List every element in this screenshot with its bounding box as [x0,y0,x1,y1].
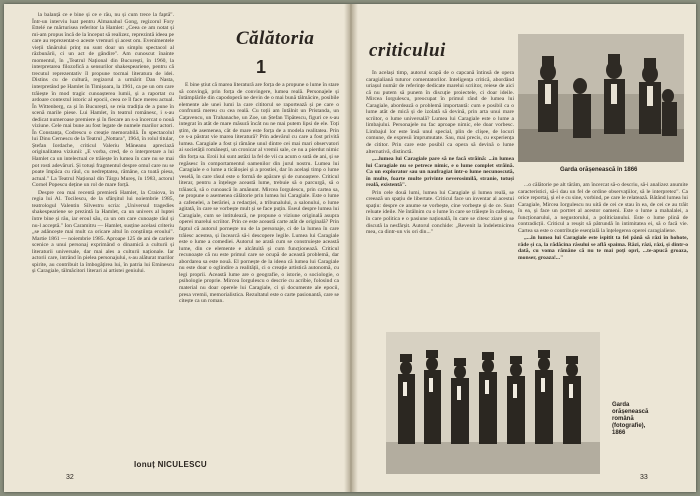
right-quote-2: „...în lumea lui Caragiale este ispitit ta fel până să râzi în hohote, râde și ca, la rădăcina râsului se află spaima. Râzi, râzi, râzi, și dintr-o dată, cu voma rămâne că nu te mai poți opri, ...te-apucă groaza, monser, groaza!..." [518,235,688,262]
caption-line-5: 1866 [612,430,626,436]
group-photo-illustration [386,332,600,474]
right-page-number: 33 [640,474,648,481]
right-column-1 [366,70,514,328]
chapter-number: 1 [256,57,267,77]
photo-top-caption: Garda orășenească în 1866 [560,167,638,173]
right-column-2 [518,182,688,286]
photo-city-guard-1866 [518,34,684,162]
caption-line-2: orășenească [612,409,649,415]
right-quote-1: „...lumea lui Caragiale pare să ne facă străină: ...în lumea lui Caragiale nu se petrece nimic, e o lume complet străină. Ca un explorator sau un naufragiat intr-o lume necunoscută, în multe, foarte multe privinte neverosimilă, stranie, totuși reală, existentă". [366,156,514,189]
book-spread [4,4,696,492]
article-title-part1: Călătoria [236,28,315,49]
left-column-2 [179,82,339,464]
article-title-part2: criticului [369,40,446,61]
right-col1-text: În același timp, autorul scapă de o capcană întinsă de opera caragialiană tuturor comentatorilor. Inteligența critică, abordând uriașul număr de referințe dedicate marelui scriitor, reiese de aici că nu putem să punem în discuție proiectele, ci doar ideile. Mircea Iorgulescu, preocupat în primul rând de lumea lui Caragiale, abordează o problemă importantă: cum e posibil ca o lume atât de mică și de izolată să devină, prin arta unui mare scriitor, o lume universală? Lumea lui Caragiale este o lume a limbajului. Personajele nu fac aproape nimic, ele doar vorbesc. Limbajul lor este însă unul special, plin de clișee, de locuri comune, de expresii împrumutate. Sau, mai precis, cu experiența de cititor. Prin care este posibil ca opera să devină o lume alternativă, distinctă. [366,70,514,155]
caption-line-3: română [612,416,634,422]
right-col1b-text: Prin cele două lumi, lumea lui Caragiale și lumea reală, se creează un spațiu de libertate. Criticul face un inventar al acestui spațiu: despre ce anume se vorbește, cine vorbește și de ce. Sunt reluate ideile. Ne întâlnim cu o lume în care se trăiește în cafenea, în care politica e o pasiune națională, în care se citesc ziare și se discută la nesfârșit. Autorul conchide: „Revenit la îndeletnicirea mea, ca dintr-un vis ori din..." [366,189,514,236]
photo-bottom-caption [612,402,682,437]
left-col1b-text: Despre cea mai recentă premieră Hamlet, la Craiova, în regia lui Al. Tocilescu, de la sfârșitul lui noiembrie 1985, teatrologul Valentin Silvestru scria: „Universul tragedies shakespeariene se prezintă la Hamlet, ca un univers al luptei între bine și rău, iar eroul său, ca un om care cunoaște răul și nu-l acceptă." Ion Caramitru — Hamlet, susține acelasi criteriu „se adâncește mai mult ca oricare altul în conștiința eroului". Martie 1861 — noiembrie 1985. Aproape 125 de ani de cariere scenice a unui personaj exprimând o dinamică a culturii și literaturii universale, dar mai ales a culturii naționale. Iar actorii care, intrând în pielea personajului, s-au alăturat marilor spirite, au contribuit la îmbogățirea lui, în patria lui Eminescu și Caragiale, tălmăcitori literari ai artistei geniului. [32,189,174,275]
photo-illustration [518,34,684,162]
article-author: Ionuț NICULESCU [134,460,207,469]
book-gutter [344,4,358,492]
left-col2-text: E bine știut că marea literatură are forța de a propune o lume în stare să convingă, prin forța de convingere, lumea reală. Personajele și întâmplările din capodoperă ne devin de o mai bună tâlmăcire, posibile elemente ale unei lumi la care cititorul se raportează și pe care o confruntă mereu cu cea reală. Cu toții am întâlnit un Pristanda, un Cațavencu, un Trahanache, un Zoe, un Ștefan Tipătescu, figuri ce s-au integrat în atât de mare măsură încât nu ne mai putem lipsi de ele. Toți știm, de asemenea, cât de mare este forța de a modela realitatea. Prin ce s-a păstrat vie marea literatură? Prin adevărul cu care a fost privită lumea. Caragiale a fost și rămâne unul dintre cei mai mari observatori ai societății românești, un cronicar al vremii sale, ce nu a pierdut nimic din forța sa. Eroii lui sunt astăzi la fel de vii ca acum o sută de ani, și se regăsesc în comportamentul oamenilor din jurul nostru. Lumea lui Caragiale e o lume a ticăloșiei și a prostiei, dar în același timp o lume veselă, în care râsul este o formă de apărare și de cunoaștere. Criticul literar, pentru a înțelege această lume, trebuie să o parcurgă, să o trăiască, să o cunoască în amănunt. Mircea Iorgulescu, prin cartea sa, ne propune o asemenea călătorie prin lumea lui Caragiale. Este o lume a cafenelei, a berăriei, a redacției, a tribunalului, a salonului, o lume agitată, în care se vorbește mult și se face puțin. Eseul despre lumea lui Caragiale, cum se intitulează, ne propune o viziune originală asupra operei marelui scriitor. Prin ce este această carte atât de originală? Prin faptul că autorul pornește nu de la personaje, ci de la lumea în care trăiesc acestea, și încearcă să-i descopere legile. Lumea lui Caragiale este o lume a comediei. Autorul ne arată cum se construiește această lume, din ce elemente e alcătuită și cum funcționează. Criticul recunoaște că nu este primul care se ocupă de această problemă, dar abordarea sa este nouă. El pornește de la ideea că lumea lui Caragiale nu este doar o oglindire a realității, ci o creație artistică autonomă, cu legi proprii. Această lume are o geografie, o istorie, o sociologie, o psihologie proprie. Mircea Iorgulescu o descrie cu acribie, folosind ca material nu doar operele lui Caragiale, ci și documente ale epocii, presa vremii, memorialistica. Rezultatul este o carte pasionantă, care se citește ca un roman. [179,82,339,305]
caption-line-4: (fotografie), [612,423,646,429]
right-col2-text: ...o călătorie pe alt tărâm, am încercat să-o descriu, să-i analizez anumite caracteristici, să-i dau un fel de ordine observațiilor, să le interpretez". Ca orice reportaj, și el e cu sine, vorbind, pe care le relatează. Bătând lumea lui Caragiale, Mircea Iorgulescu nu uită de cei ce stau în ea, de cei ce au trăit în ea, și face un portret al acestor oameni. Este o lume a mahalalei, a funcționarului, a negustorului, a politicianului. Este o lume plină de contradicții. Criticul a reușit să pătrundă în intimitatea ei, să o facă vie. Cartea sa este o contribuție esențială la înțelegerea operei caragialiene. [518,182,688,234]
left-col1-text: la balanță ce e bine și ce e rău, nu și cum trece la faptă". Într-un interviu luat pentru Almanahul Gong, regizorul Fory Ettelé ne mărturisea referitor la Hamlet: „Ceea ce am notat și mi-am propus încă de la început să realizez, reprezintă ideea pe care au reprezentat-o aceste vremuri și acest om. Evenimentele vieții tânărului prinț nu sunt doar un simplu spectacol al răzbunării, ci un act de gândire". Am cunoscut înainte momentul, în „Teatrul Național din București, în 1960, la interpretarea filozofică a sensurilor shakespeariene, pentru că trecutul reprezentativ îl propune tocmai literatura de idei. Distins cu de cultură, regizorul a urmărit Dan Nasta, interpretând pe Hamlet în Timișoara, la 1961, ca pe un om care trăiește în mod tragic cunoașterea lumii, și a raportat cu ardoare contextul istoric al epocii, ceea ce îl face mereu actual. În Wittenberg, ca și în București, se reia tradiția de a pune în scenă marile piese. Lui Hamlet, în teatrul românesc, i s-au dedicat numeroase premiere și în fiecare an s-a încercat o nouă viziune. Cele mai bune au fost legate de numele marilor actori. În Constanța, Codrescu o creație memorabilă. În spectacolul lui Dinu Cernescu de la Teatrul „Nottara", 1964, în rolul titular, Ștefan Iordache, criticul Valeriu Mâneanu apreciază originalitatea viziunii: „E vorba, cred, de o interpretare a lui Hamlet ca un intelectual ce trăiește în lumea în care nu se mai pot rosti adevăruri. Și totuși fragmentul despre omul care nu se poate împăca cu răul, cu nedreptatea, rămâne, ca toată piesa, actual." La Teatrul Național din Târgu Mureș, în 1983, actorul Cornel Popescu deține un rol de mare forță. [32,12,174,189]
caption-line-1: Garda [612,402,630,408]
left-column-1 [32,12,174,454]
photo-city-guard-group [386,332,600,474]
left-page-number: 32 [66,474,74,481]
